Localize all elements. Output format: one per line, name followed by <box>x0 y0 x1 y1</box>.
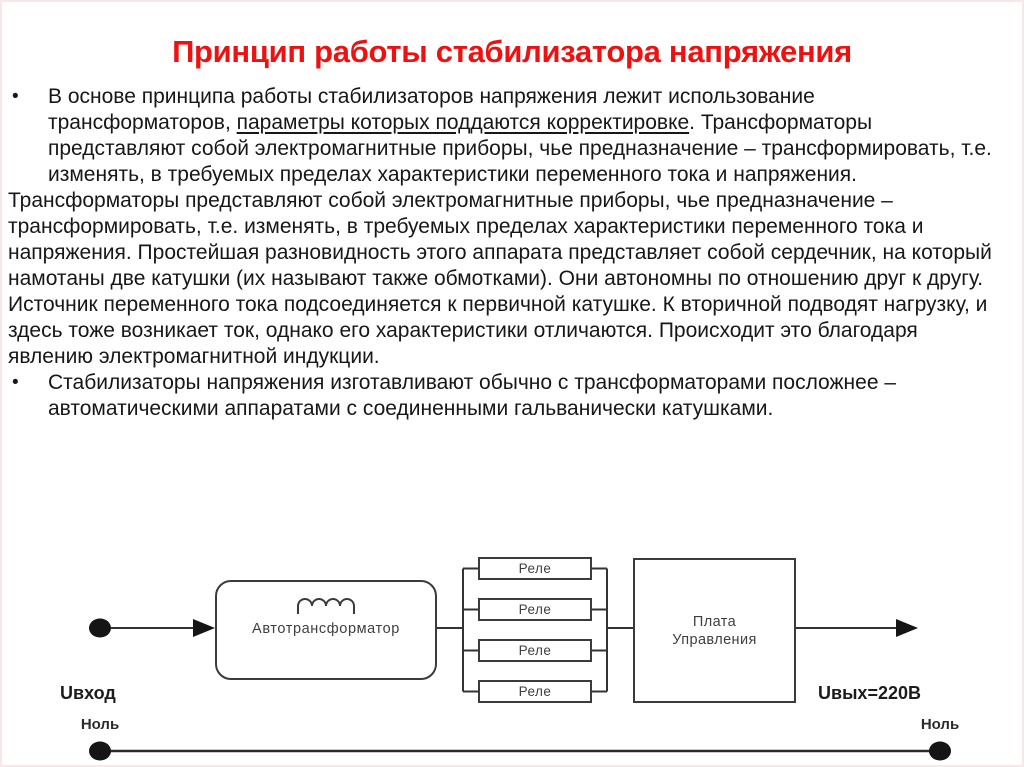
bullet1-part1: В основе принципа работы стабилизаторов напряжения лежит использование трансформаторов, <box>48 85 815 134</box>
bullet-item-2 <box>8 370 993 422</box>
output-voltage-label: Uвых=220В <box>818 683 921 703</box>
relay-box-4: Реле <box>478 680 592 703</box>
bullet1-text <box>48 85 992 186</box>
control-board-label-line2: Управления <box>672 631 757 648</box>
page-title: Принцип работы стабилизатора напряжения <box>172 34 852 69</box>
relay-stub-wires <box>463 569 607 692</box>
bullet-marker: • <box>12 86 19 107</box>
neutral-node-right <box>929 742 951 761</box>
bullet1-underlined-phrase: параметры которых поддаются корректировке <box>236 111 690 134</box>
control-board-label-line1: Плата <box>692 613 737 630</box>
stabilizer-block-diagram <box>0 540 1024 767</box>
relay-box-1: Реле <box>478 557 592 580</box>
slide-body-text <box>8 84 993 422</box>
neutral-label-right: Ноль <box>920 716 960 733</box>
autotransformer-label: Автотрансформатор <box>252 621 400 637</box>
bullet-item-1 <box>8 84 993 188</box>
bullet1-part2: . Трансформаторы представляют собой электромагнитные приборы, чье предназначение – трансформировать, т.е. изменять, в требуемых пределах характеристики переменного тока и напряжения. <box>48 111 992 186</box>
output-arrowhead-icon <box>896 619 918 637</box>
bullet-marker: • <box>12 372 19 393</box>
body-paragraph: Трансформаторы представляют собой электромагнитные приборы, чье предназначение – трансформировать, т.е. изменять, в требуемых пределах характеристики переменного тока и напряжения. Простейшая разновидность этого аппарата представляет собой сердечник, на который намотаны две катушки (их называют также обмотками). Они автономны по отношению друг к другу. Источник переменного тока подсоединяется к первичной катушке. К вторичной подводят нагрузку, и здесь тоже возникает ток, однако его характеристики отличаются. Происходит это благодаря явлению электромагнитной индукции. <box>8 189 992 368</box>
neutral-node-left <box>89 742 111 761</box>
autotransformer-box <box>215 580 437 680</box>
inductor-coil-icon <box>296 596 356 615</box>
relay-box-2: Реле <box>478 598 592 621</box>
relay-box-3: Реле <box>478 639 592 662</box>
control-board-box <box>633 558 796 703</box>
input-voltage-label: Uвход <box>60 683 116 703</box>
input-node-dot <box>89 619 111 638</box>
bullet2-text: Стабилизаторы напряжения изготавливают обычно с трансформаторами посложнее – автоматическими аппаратами с соединенными гальванически катушками. <box>48 371 897 420</box>
input-arrowhead-icon <box>193 619 215 637</box>
neutral-label-left: Ноль <box>80 716 120 733</box>
